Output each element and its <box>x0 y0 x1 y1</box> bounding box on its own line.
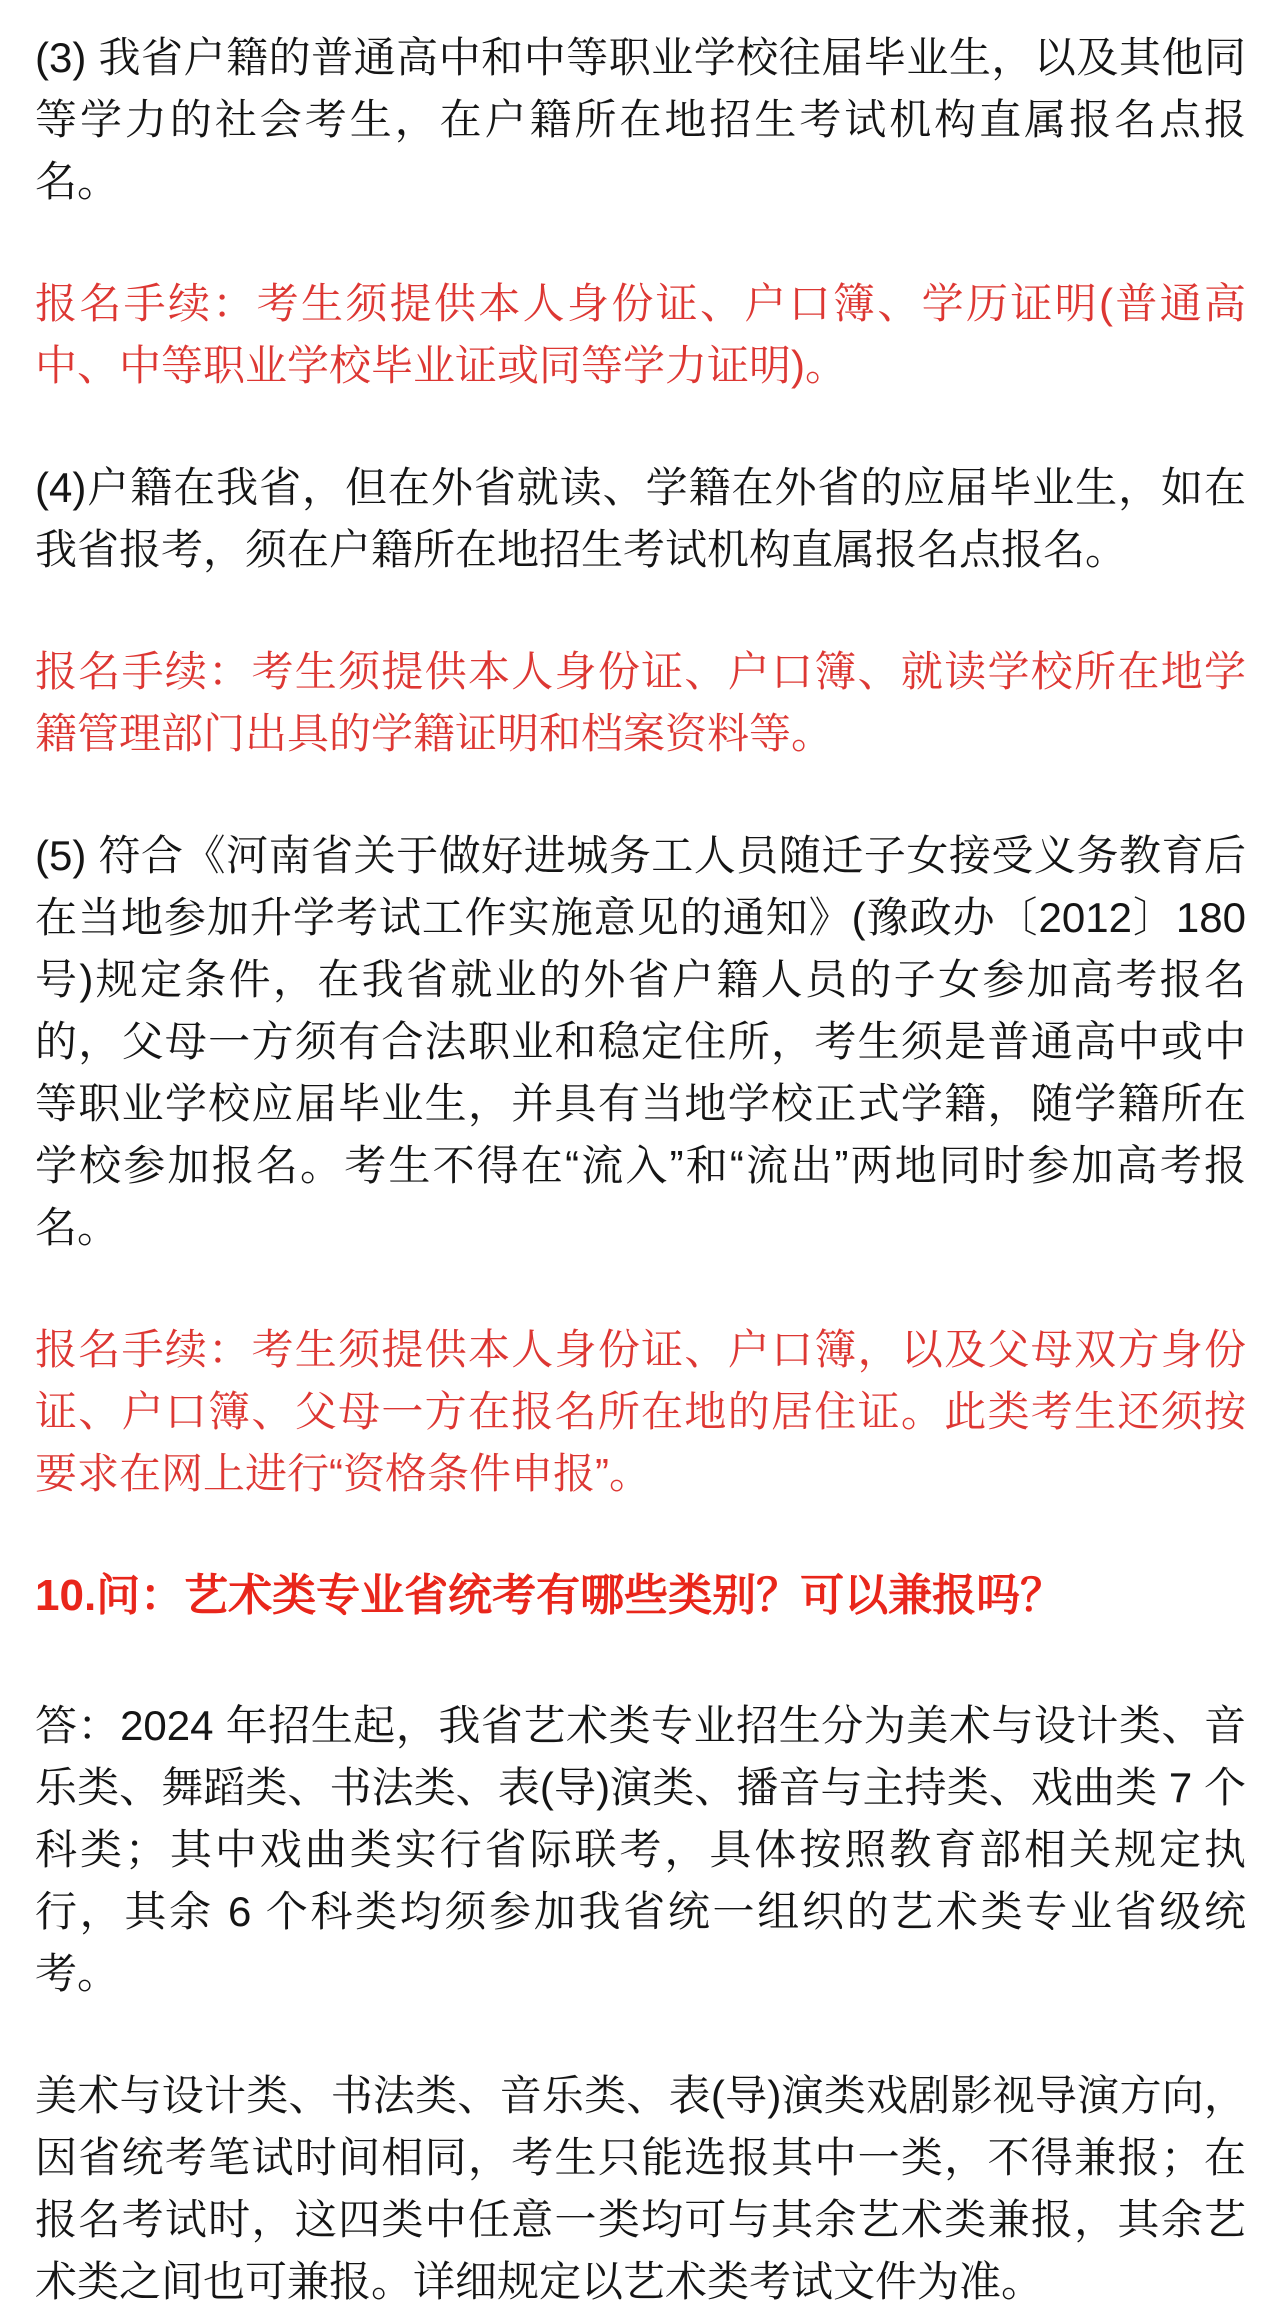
answer-paragraph-2: 美术与设计类、书法类、音乐类、表(导)演类戏剧影视导演方向，因省统考笔试时间相同，考生只能选报其中一类，不得兼报；在报名考试时，这四类中任意一类均可与其余艺术类兼报，其余艺术类之间也可兼报。详细规定以艺术类考试文件为准。 <box>35 2072 1246 2305</box>
paragraph-item-5: (5) 符合《河南省关于做好进城务工人员随迁子女接受义务教育后在当地参加升学考试工作实施意见的通知》(豫政办〔2012〕180 号)规定条件，在我省就业的外省户籍人员的子女参加高考报名的，父母一方须有合法职业和稳定住所，考生须是普通高中或中等职业学校应届毕业生，并具有当地学校正式学籍，随学籍所在学校参加报名。考生不得在“流入”和“流出”两地同时参加高考报名。 <box>35 832 1246 1251</box>
paragraph-item-4: (4)户籍在我省，但在外省就读、学籍在外省的应届毕业生，如在我省报考，须在户籍所在地招生考试机构直属报名点报名。 <box>35 464 1246 573</box>
paragraph-item-3: (3) 我省户籍的普通高中和中等职业学校往届毕业生，以及其他同等学力的社会考生，在户籍所在地招生考试机构直属报名点报名。 <box>35 34 1246 205</box>
answer-paragraph-1: 答：2024 年招生起，我省艺术类专业招生分为美术与设计类、音乐类、舞蹈类、书法类、表(导)演类、播音与主持类、戏曲类 7 个科类；其中戏曲类实行省际联考，具体按照教育部相关规定执行，其余 6 个科类均须参加我省统一组织的艺术类专业省级统考。 <box>35 1702 1246 1997</box>
procedure-note-item-4: 报名手续：考生须提供本人身份证、户口簿、就读学校所在地学籍管理部门出具的学籍证明和档案资料等。 <box>35 648 1246 757</box>
procedure-note-item-5: 报名手续：考生须提供本人身份证、户口簿，以及父母双方身份证、户口簿、父母一方在报名所在地的居住证。此类考生还须按要求在网上进行“资格条件申报”。 <box>35 1326 1246 1497</box>
question-10-heading: 10.问：艺术类专业省统考有哪些类别？可以兼报吗？ <box>35 1571 1065 1620</box>
procedure-note-item-3: 报名手续：考生须提供本人身份证、户口簿、学历证明(普通高中、中等职业学校毕业证或同等学力证明)。 <box>35 280 1246 389</box>
